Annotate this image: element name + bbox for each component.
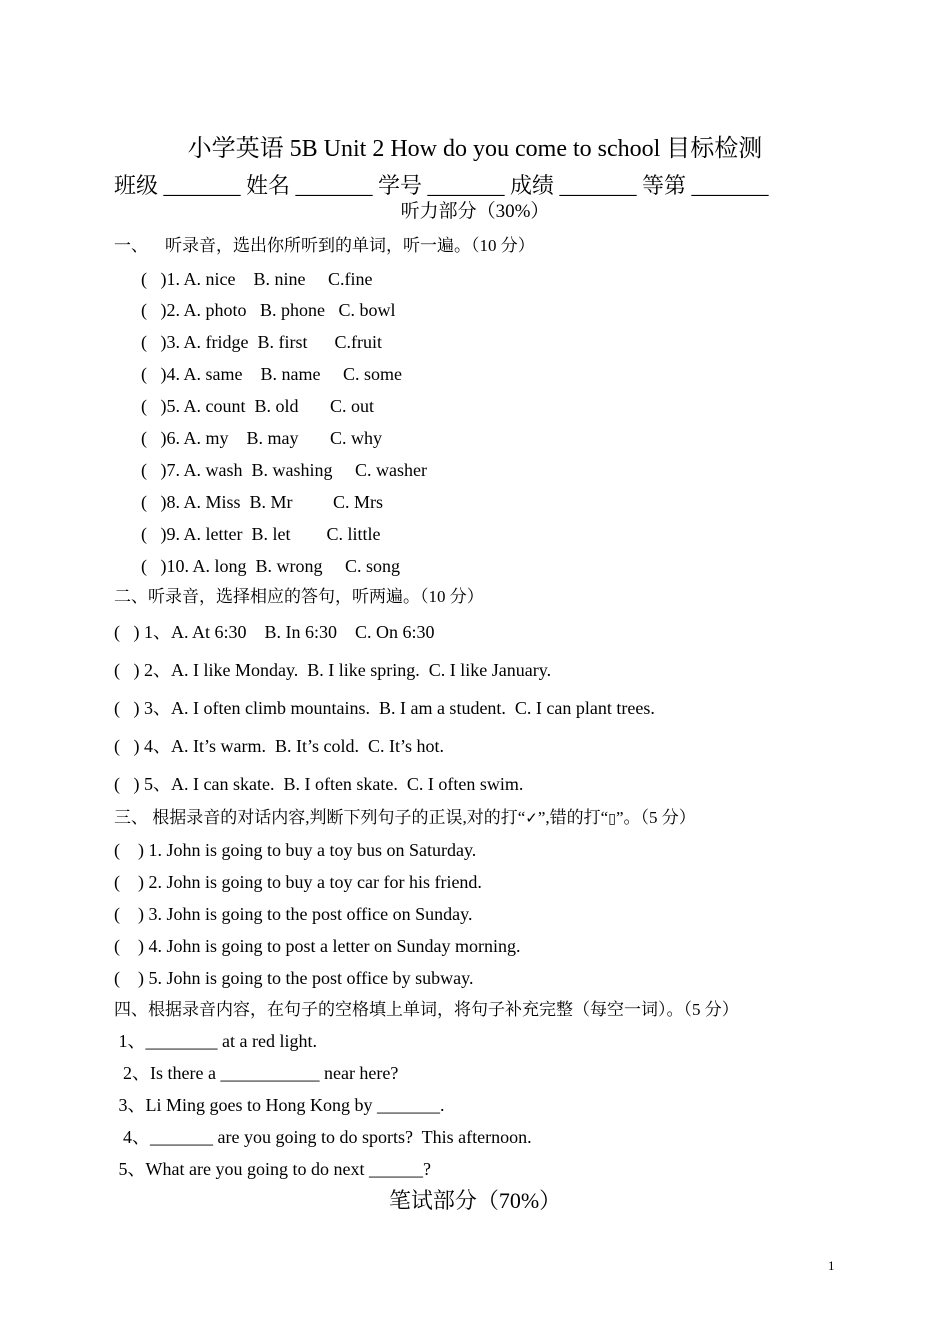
- student-info-line: 班级 _______ 姓名 _______ 学号 _______ 成绩 _______ 等第 _______: [114, 173, 769, 198]
- section3-heading-prefix: 三、 根据录音的对话内容,判断下列句子的正误,对的打“: [114, 808, 526, 827]
- section2-item-5: ( ) 5、A. I can skate. B. I often skate. C. I often swim.: [114, 774, 524, 794]
- section3-item-4: ( ) 4. John is going to post a letter on Sunday morning.: [114, 936, 521, 956]
- section3-heading: [114, 809, 696, 826]
- section1-item-4: ( )4. A. same B. name C. some: [141, 364, 402, 384]
- section3-item-5: ( ) 5. John is going to the post office by subway.: [114, 968, 474, 988]
- section4-item-4: 4、_______ are you going to do sports? This afternoon.: [114, 1127, 532, 1147]
- section1-item-10: ( )10. A. long B. wrong C. song: [141, 556, 401, 576]
- section2-heading: 二、听录音，选择相应的答句，听两遍。（10 分）: [114, 587, 484, 606]
- section1-item-8: ( )8. A. Miss B. Mr C. Mrs: [141, 492, 384, 512]
- page-title: 小学英语 5B Unit 2 How do you come to school 目标检测: [187, 136, 763, 162]
- section4-item-1: 1、________ at a red light.: [114, 1031, 317, 1051]
- section1-heading: 一、 听录音，选出你所听到的单词，听一遍。（10 分）: [114, 236, 535, 255]
- check-mark-icon: ✓: [525, 809, 538, 827]
- listening-section-header: 听力部分（30%）: [400, 201, 550, 222]
- section1-item-2: ( )2. A. photo B. phone C. bowl: [141, 300, 396, 320]
- section4-item-5: 5、What are you going to do next ______?: [114, 1159, 431, 1179]
- section3-heading-middle: ”,错的打“: [537, 808, 609, 827]
- section1-item-3: ( )3. A. fridge B. first C.fruit: [141, 332, 382, 352]
- section3-item-2: ( ) 2. John is going to buy a toy car for his friend.: [114, 872, 482, 892]
- section3-heading-suffix: ”。（5 分）: [615, 808, 696, 827]
- section1-item-9: ( )9. A. letter B. let C. little: [141, 524, 381, 544]
- section4-item-3: 3、Li Ming goes to Hong Kong by _______.: [114, 1095, 445, 1115]
- section4-heading: 四、根据录音内容，在句子的空格填上单词，将句子补充完整（每空一词）。（5 分）: [114, 1000, 739, 1019]
- written-section-header: 笔试部分（70%）: [388, 1188, 562, 1213]
- cross-mark-icon: ▯: [608, 811, 616, 827]
- page-number: 1: [828, 1258, 835, 1273]
- section1-item-7: ( )7. A. wash B. washing C. washer: [141, 460, 427, 480]
- section2-item-3: ( ) 3、A. I often climb mountains. B. I am a student. C. I can plant trees.: [114, 698, 655, 718]
- section2-item-1: ( ) 1、A. At 6:30 B. In 6:30 C. On 6:30: [114, 622, 435, 642]
- section1-item-6: ( )6. A. my B. may C. why: [141, 428, 382, 448]
- section1-item-5: ( )5. A. count B. old C. out: [141, 396, 374, 416]
- section3-item-3: ( ) 3. John is going to the post office on Sunday.: [114, 904, 473, 924]
- section1-item-1: ( )1. A. nice B. nine C.fine: [141, 269, 373, 289]
- section3-item-1: ( ) 1. John is going to buy a toy bus on Saturday.: [114, 840, 477, 860]
- section2-item-4: ( ) 4、A. It’s warm. B. It’s cold. C. It’s hot.: [114, 736, 444, 756]
- section2-item-2: ( ) 2、A. I like Monday. B. I like spring. C. I like January.: [114, 660, 552, 680]
- section4-item-2: 2、Is there a ___________ near here?: [114, 1063, 399, 1083]
